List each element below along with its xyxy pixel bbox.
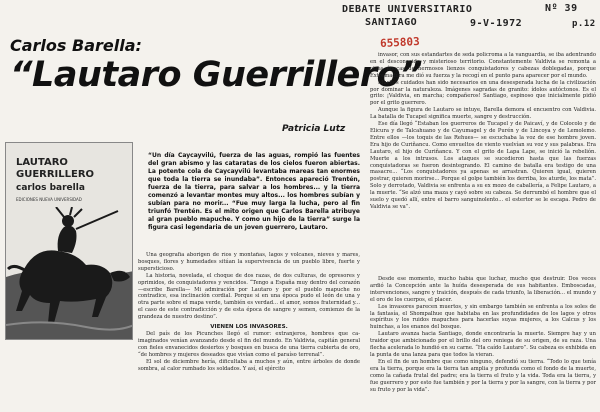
paragraph: Ese día llegó “Estaban los guerreros de Tucapel y de Paicaví, y de Colocolo y de Elicura y de Talcahuano y de Cayumagel y de Purén y de Lincoya y de Lemolemo. Entre ellos —los toquis de las Rehues— se escuchaba la voz de ese hombre joven. Era hijo de Curiñancu. Como envueltos de viento vuelvían su voz y sus palabras. Era Lautaro, el hijo de Curiñancu. Y con el grito de Lapa Lape, se inició la rebelión. Muerte a los intrusos. Los ataques se sucedieron hasta que las fuerzas conquistadoras se fueron desintegrando. El camino de batalla era testigo de una masacre... “Los conquistadores ya apenas se arrastran. Quieren igual, quieren postrar, quieren morirse... Porque el golpe también los derriba, los aturde, los mata”. Solo y derrotado, Valdivia se enfrenta a su ex mozo de caballería, a Felipe Lautaro, a la muerte. “Se alzó una maza y cayó sobre su cabeza. Se derrumbó el hombre que el suelo y quedó allí, entre el barro sanguinolento... el estertor se le escapa. Pedro de Valdivia se va”.	[370, 121, 596, 210]
handwritten-city: SANTIAGO	[365, 17, 418, 28]
cover-title	[16, 157, 94, 181]
warrior-on-horse-illustration	[6, 207, 133, 340]
paragraph: Lautaro avanza hacia Santiago, donde encontraría la muerte. Siempre hay y un traidor que ambicionado por el brillo del oro reniega de su origen, de su raza. Una flecha acelerada lo hundió en su carne. “Ha caído Lautaro”. Su cabeza es exhibida en la punta de una lanza para que todos la vieran.	[370, 331, 596, 358]
section-subheading: VIENEN LOS INVASORES.	[210, 324, 288, 331]
handwritten-page: p.12	[572, 19, 596, 29]
article-author: Carlos Barella:	[10, 36, 142, 55]
book-cover	[5, 142, 133, 340]
handwritten-source: DEBATE UNIVERSITARIO	[342, 4, 473, 15]
paragraph: El sol de diciembre hería, dificultaba a muchos y aún, entre árboles de donde sombra, al calor rumbado los soldados. Y así, el ejército	[138, 358, 360, 372]
article-column-right-bottom	[370, 276, 596, 409]
article-lead: “Un día Caycayvilú, fuerza de las aguas, rompió las fuentes del gran abismo y las cataratas de los cielos fueron abiertas. La potente cola de Caycayvilú levantaba mareas tan enormes que toda la tierra se inundaba”. Entonces apareció Trentén, fuerza de la tierra, para salvar a los hombres... y la tierra comenzó a levantar montes muy altos... los hombres subían y subían para no morir... “Fue muy larga la lucha, pero al fin triunfó Trentén. Es el mito origen que Carlos Barella atribuye al gran pueblo mapuche. Y como un hijo de la tierra” surge la figura casi legendaria de un joven guerrero, Lautaro.	[148, 152, 360, 231]
paragraph: Desde ese momento, mucho había que luchar, mucho que destruir. Dos veces ardió la Concepción ante la huída desesperada de sus habitantes. Emboscadas, intervenciones, sangre y traición, después de cada triunfo, la liberación... el mundo y el oro de los cuerpos, el placer.	[370, 276, 596, 303]
article-column-right-top	[370, 52, 596, 272]
cover-imprint: EDICIONES NUEVA UNIVERSIDAD	[16, 197, 82, 202]
handwritten-issue-number: Nº 39	[545, 3, 578, 14]
paragraph: La historia, novelada, el choque de dos razas, de dos culturas, de opresores y oprimidos, de conquistadores y vencidos. “Tengo a España muy dentro del corazón —escribe Barella— Mi admiración por Lautaro y por el pueblo mapuche no contradice, esa inclinación cordial. Porque si en una época pudo el león de una y otra parte sobre el mapa verde, también es verdad... el amor, somos fraternidad y... el caso de este contradicción y de esta época de sangre y semen, comienzo de la grandeza de nuestro destino”.	[138, 272, 360, 321]
paragraph: invasor, con sus estandartes de seda policroma a la vanguardia, se iba adentrando en el desconocido y misterioso territorio. Constantemente Valdivia se remonta a otras épocas de hermosos lienzos conquistadores y cabezas doblegadas, porque Extremadura me dió su fuerza y la recogí en el punto para aparecer por el mundo.	[370, 52, 596, 79]
paragraph: Una geografía aborigen de ríos y montañas, lagos y volcanes, nieves y mares, bosques, flores y humedades sitúan la supervivencia de un pueblo libre, fuerte y supersticioso.	[138, 252, 360, 272]
archive-stamp: 655803	[379, 34, 421, 51]
cover-title-line1: LAUTARO	[16, 157, 68, 168]
article-byline: Patricia Lutz	[282, 124, 346, 134]
article-column-middle	[138, 252, 360, 409]
cover-title-line2: GUERRILLERO	[16, 169, 95, 180]
paragraph: Del país de los Picunches llegó el rumor: extranjeros, hombres que ca- imaginados venían avanzando desde el fin del mundo. En Valdivia, capitán general con fieles envanecidos desiertos y bosques en busca de una tierra cubierta de oro, “de hombres y mujeres deseados que vivían como el paraíso terrenal”.	[138, 330, 360, 358]
handwritten-date: 9-V-1972	[470, 18, 523, 29]
article-title: “Lautaro Guerrillero”	[10, 55, 423, 95]
cover-author: carlos barella	[16, 183, 85, 193]
paragraph: Aunque la figura de Lautaro se intuye, Barella demora el encuentro con Valdivia. La batalla de Tucapel significa muerte, sangre y destrucción.	[370, 107, 596, 121]
paragraph: En el fin de un hombre que como ninguno, defendió su tierra. “Todo lo que tenía era la tierra, porque era la tierra tan amplia y profunda como el fondo de la muerte, como la cañada frutal del padre; era la tierra el fruto y la vida. Toda era la tierra, y fue guerrero y por esto fue también y por la tierra y por la sangre, con la tierra y por su fruto y por la vida”.	[370, 358, 596, 393]
paragraph: Los invasores parecen muertos, y sin embargo también se enfrenta a los soles de la fantasía, el Shompalhue que habitaba en las profundidades de los lagos y otros espíritus y los ruidos mapuches para hacerlas suyas mujeres, a los Calcus y los huinchas, a los enanos del bosque.	[370, 303, 596, 331]
paragraph: Muchos cuidados han sido necesarios en una desesperada lucha de la civilización por dominar la naturaleza. Imágenes sagradas de granito: ídolos autóctonos. Es el grito: ¡Valdivia, en marcha; compañeros! Santiago, espinoso que inicialmente pidió por el grito guerrero.	[370, 79, 596, 107]
